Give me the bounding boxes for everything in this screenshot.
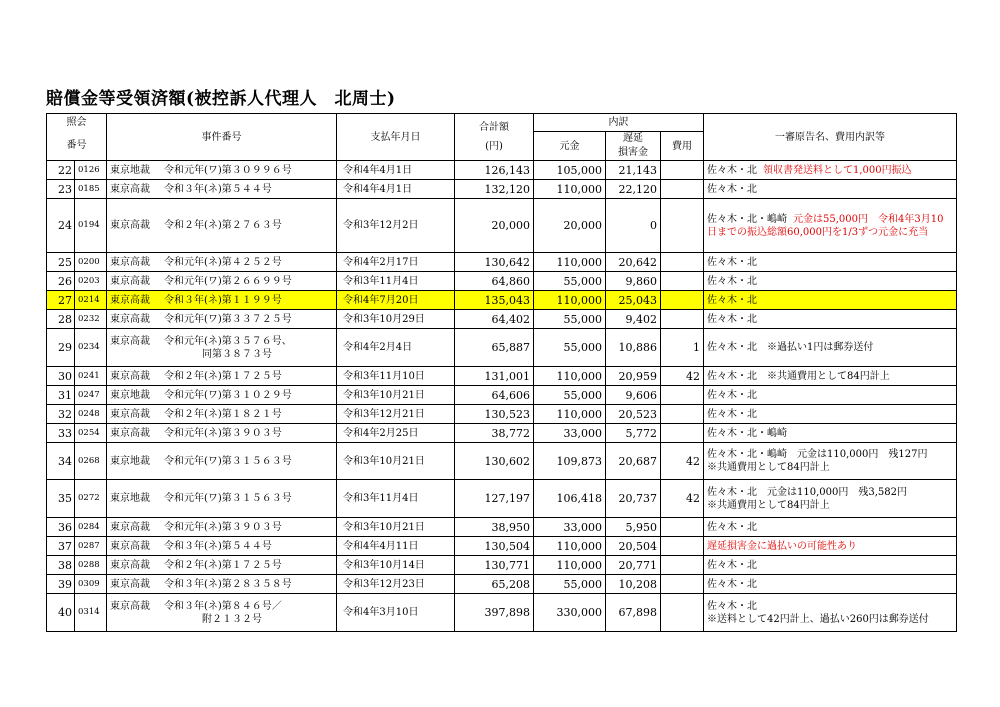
row-total: 64,606	[455, 386, 534, 405]
row-case	[107, 575, 337, 594]
header-no-top: 照会	[47, 114, 107, 132]
header-principal: 元金	[534, 132, 606, 161]
row-number: 23	[47, 180, 75, 199]
row-note-red: 元金は55,000円 令和4年3月10日までの振込総額60,000円を1/3ずつ元金に充当	[707, 213, 944, 238]
row-court: 東京高裁	[110, 294, 150, 306]
table-row	[47, 424, 957, 443]
row-code: 0314	[75, 594, 107, 632]
row-case	[107, 199, 337, 253]
row-number: 33	[47, 424, 75, 443]
row-court: 東京高裁	[110, 427, 150, 439]
row-principal: 110,000	[534, 367, 606, 386]
row-court: 東京地裁	[110, 389, 150, 401]
row-principal: 33,000	[534, 518, 606, 537]
row-cost	[661, 556, 704, 575]
row-code: 0234	[75, 329, 107, 367]
row-total: 135,043	[455, 291, 534, 310]
row-case	[107, 594, 337, 632]
row-case-number: 令和３年(ネ)第５４４号	[164, 540, 272, 552]
row-court: 東京高裁	[110, 370, 150, 382]
row-notes	[704, 480, 957, 518]
row-date: 令和3年11月4日	[337, 272, 455, 291]
row-principal: 55,000	[534, 310, 606, 329]
row-principal: 55,000	[534, 386, 606, 405]
row-code: 0287	[75, 537, 107, 556]
row-date: 令和3年10月21日	[337, 518, 455, 537]
header-delay-bottom: 損害金	[606, 146, 661, 161]
row-case-number: 令和３年(ネ)第２８３５８号	[164, 578, 292, 590]
row-number: 39	[47, 575, 75, 594]
row-notes	[704, 161, 957, 180]
header-cost: 費用	[661, 132, 704, 161]
row-delay: 20,687	[606, 443, 661, 480]
table-row	[47, 405, 957, 424]
row-principal: 105,000	[534, 161, 606, 180]
row-cost	[661, 518, 704, 537]
row-principal: 55,000	[534, 329, 606, 367]
row-court: 東京高裁	[110, 183, 150, 195]
table-row	[47, 310, 957, 329]
row-case	[107, 329, 337, 367]
row-number: 36	[47, 518, 75, 537]
row-note: 佐々木・北	[707, 578, 757, 590]
row-date: 令和4年2月4日	[337, 329, 455, 367]
row-case-number: 令和２年(ネ)第１８２１号	[164, 408, 282, 420]
header-total	[455, 114, 534, 161]
row-case-number: 令和２年(ネ)第１７２５号	[164, 370, 282, 382]
row-note: 佐々木・北	[707, 408, 757, 420]
row-case-number: 令和２年(ネ)第２７６３号	[164, 220, 282, 231]
row-code: 0214	[75, 291, 107, 310]
row-delay: 9,606	[606, 386, 661, 405]
row-cost	[661, 199, 704, 253]
row-principal: 55,000	[534, 575, 606, 594]
row-code: 0272	[75, 480, 107, 518]
row-principal: 110,000	[534, 537, 606, 556]
row-total: 130,771	[455, 556, 534, 575]
row-case-number-2: 附２１３２号	[202, 613, 262, 625]
table-row	[47, 443, 957, 480]
row-note-2: ※共通費用として84円計上	[707, 462, 830, 473]
row-note: 佐々木・北 元金は110,000円 残3,582円	[707, 486, 907, 498]
row-note: 佐々木・北	[707, 294, 757, 306]
row-code: 0309	[75, 575, 107, 594]
row-court: 東京高裁	[110, 578, 150, 590]
row-court: 東京高裁	[110, 313, 150, 325]
row-case	[107, 405, 337, 424]
row-code: 0126	[75, 161, 107, 180]
row-number: 31	[47, 386, 75, 405]
row-court: 東京地裁	[110, 164, 150, 176]
row-case-number: 令和元年(ワ)第３１５６３号	[164, 493, 292, 504]
payments-table	[46, 113, 957, 632]
row-number: 38	[47, 556, 75, 575]
row-total: 65,208	[455, 575, 534, 594]
row-case-number: 令和元年(ネ)第４２５２号	[164, 256, 282, 268]
row-delay: 20,504	[606, 537, 661, 556]
row-principal: 33,000	[534, 424, 606, 443]
row-date: 令和3年11月10日	[337, 367, 455, 386]
row-cost	[661, 575, 704, 594]
row-case	[107, 272, 337, 291]
row-cost	[661, 291, 704, 310]
row-note: 佐々木・北・嶋崎	[707, 427, 787, 439]
row-number: 29	[47, 329, 75, 367]
row-date: 令和4年7月20日	[337, 291, 455, 310]
row-cost	[661, 594, 704, 632]
row-case-number: 令和３年(ネ)第８４６号／	[164, 600, 282, 612]
row-notes	[704, 329, 957, 367]
row-notes	[704, 199, 957, 253]
row-case-number: 令和元年(ネ)第３５７６号、	[164, 335, 292, 347]
table-row	[47, 556, 957, 575]
row-total: 130,504	[455, 537, 534, 556]
header-breakdown: 内訳	[534, 114, 704, 132]
row-note-red: 遅延損害金に過払いの可能性あり	[707, 540, 857, 552]
page-title: 賠償金等受領済額(被控訴人代理人 北周士)	[46, 89, 396, 109]
row-note: 佐々木・北	[707, 521, 757, 533]
row-cost: 42	[661, 367, 704, 386]
row-cost	[661, 253, 704, 272]
table-body	[47, 161, 957, 632]
row-number: 40	[47, 594, 75, 632]
row-total: 20,000	[455, 199, 534, 253]
table-row	[47, 291, 957, 310]
row-number: 32	[47, 405, 75, 424]
row-case	[107, 443, 337, 480]
row-delay: 20,771	[606, 556, 661, 575]
row-court: 東京高裁	[110, 521, 150, 533]
row-delay: 67,898	[606, 594, 661, 632]
row-case	[107, 386, 337, 405]
row-court: 東京地裁	[110, 493, 150, 504]
row-total: 131,001	[455, 367, 534, 386]
row-cost	[661, 272, 704, 291]
row-total: 64,402	[455, 310, 534, 329]
row-total: 130,523	[455, 405, 534, 424]
row-case	[107, 424, 337, 443]
row-note: 佐々木・北	[707, 275, 757, 287]
row-case-number: 令和２年(ネ)第１７２５号	[164, 559, 282, 571]
row-code: 0194	[75, 199, 107, 253]
row-delay: 20,959	[606, 367, 661, 386]
row-principal: 20,000	[534, 199, 606, 253]
row-cost: 42	[661, 480, 704, 518]
row-court: 東京高裁	[110, 335, 150, 347]
row-total: 64,860	[455, 272, 534, 291]
row-date: 令和3年12月21日	[337, 405, 455, 424]
row-total: 126,143	[455, 161, 534, 180]
row-case-number: 令和元年(ワ)第３１５６３号	[164, 455, 292, 467]
row-note: 佐々木・北	[707, 600, 757, 612]
row-case-number: 令和元年(ワ)第２６６９９号	[164, 275, 292, 287]
row-number: 26	[47, 272, 75, 291]
table-row	[47, 594, 957, 632]
row-number: 35	[47, 480, 75, 518]
row-court: 東京高裁	[110, 540, 150, 552]
row-date: 令和3年10月14日	[337, 556, 455, 575]
table-row	[47, 199, 957, 253]
row-date: 令和3年10月21日	[337, 386, 455, 405]
row-note: 佐々木・北 ※共通費用として84円計上	[707, 370, 890, 382]
row-total: 65,887	[455, 329, 534, 367]
table-row	[47, 480, 957, 518]
row-case	[107, 480, 337, 518]
row-delay: 9,402	[606, 310, 661, 329]
row-cost: 42	[661, 443, 704, 480]
row-note: 佐々木・北	[707, 183, 757, 195]
row-code: 0288	[75, 556, 107, 575]
row-notes	[704, 518, 957, 537]
row-case-number: 令和元年(ワ)第３３７２５号	[164, 313, 292, 325]
row-principal: 109,873	[534, 443, 606, 480]
row-note-2: ※送料として42円計上、過払い260円は郵券送付	[707, 613, 929, 625]
header-no-bottom: 番号	[47, 132, 107, 161]
row-case-number-2: 同第３８７３号	[202, 348, 272, 360]
row-note-red: 領収書発送料として1,000円振込	[763, 164, 912, 176]
row-number: 37	[47, 537, 75, 556]
table-row	[47, 329, 957, 367]
row-case	[107, 291, 337, 310]
row-total: 38,772	[455, 424, 534, 443]
row-notes	[704, 537, 957, 556]
row-court: 東京高裁	[110, 220, 150, 231]
table-row	[47, 367, 957, 386]
table-row	[47, 253, 957, 272]
row-case-number: 令和元年(ネ)第３９０３号	[164, 521, 282, 533]
table-row	[47, 386, 957, 405]
row-principal: 330,000	[534, 594, 606, 632]
row-notes	[704, 575, 957, 594]
row-case	[107, 556, 337, 575]
row-date: 令和4年2月25日	[337, 424, 455, 443]
row-date: 令和3年11月4日	[337, 480, 455, 518]
row-date: 令和3年12月2日	[337, 199, 455, 253]
row-cost: 1	[661, 329, 704, 367]
row-delay: 10,886	[606, 329, 661, 367]
row-principal: 110,000	[534, 253, 606, 272]
row-notes	[704, 386, 957, 405]
row-notes	[704, 367, 957, 386]
row-code: 0247	[75, 386, 107, 405]
row-court: 東京高裁	[110, 408, 150, 420]
row-cost	[661, 180, 704, 199]
row-principal: 110,000	[534, 556, 606, 575]
row-court: 東京高裁	[110, 256, 150, 268]
row-date: 令和3年12月23日	[337, 575, 455, 594]
row-case	[107, 161, 337, 180]
row-delay: 20,642	[606, 253, 661, 272]
row-note: 佐々木・北	[707, 559, 757, 571]
row-delay: 25,043	[606, 291, 661, 310]
row-code: 0232	[75, 310, 107, 329]
row-case-number: 令和元年(ワ)第３０９９６号	[164, 164, 292, 176]
table-row	[47, 180, 957, 199]
row-cost	[661, 537, 704, 556]
row-number: 28	[47, 310, 75, 329]
table-row	[47, 161, 957, 180]
row-number: 24	[47, 199, 75, 253]
row-court: 東京高裁	[110, 275, 150, 287]
row-notes	[704, 291, 957, 310]
row-delay: 20,737	[606, 480, 661, 518]
row-cost	[661, 386, 704, 405]
row-date: 令和3年10月21日	[337, 443, 455, 480]
header-case: 事件番号	[107, 114, 337, 161]
row-principal: 110,000	[534, 405, 606, 424]
table-row	[47, 575, 957, 594]
row-delay: 0	[606, 199, 661, 253]
row-number: 30	[47, 367, 75, 386]
row-principal: 110,000	[534, 180, 606, 199]
row-principal: 106,418	[534, 480, 606, 518]
row-date: 令和3年10月29日	[337, 310, 455, 329]
row-code: 0200	[75, 253, 107, 272]
row-case-number: 令和３年(ネ)第１１９９号	[164, 294, 282, 306]
row-note: 佐々木・北・嶋崎 元金は110,000円 残127円	[707, 449, 928, 460]
row-notes	[704, 424, 957, 443]
row-code: 0248	[75, 405, 107, 424]
row-case	[107, 310, 337, 329]
row-cost	[661, 161, 704, 180]
row-notes	[704, 180, 957, 199]
row-number: 27	[47, 291, 75, 310]
row-number: 34	[47, 443, 75, 480]
header-date: 支払年月日	[337, 114, 455, 161]
row-court: 東京高裁	[110, 600, 150, 612]
header-delay-top: 遅延	[606, 132, 661, 146]
row-code: 0203	[75, 272, 107, 291]
row-delay: 9,860	[606, 272, 661, 291]
row-case-number: 令和元年(ワ)第３１０２９号	[164, 389, 292, 401]
row-delay: 10,208	[606, 575, 661, 594]
row-total: 130,602	[455, 443, 534, 480]
row-delay: 20,523	[606, 405, 661, 424]
row-case	[107, 367, 337, 386]
row-case	[107, 537, 337, 556]
row-notes	[704, 443, 957, 480]
row-case	[107, 518, 337, 537]
row-principal: 110,000	[534, 291, 606, 310]
row-note-2: ※共通費用として84円計上	[707, 499, 830, 511]
table-header	[47, 114, 957, 161]
header-total-top: 合計額	[479, 122, 509, 133]
row-cost	[661, 405, 704, 424]
row-code: 0241	[75, 367, 107, 386]
row-case-number: 令和元年(ネ)第３９０３号	[164, 427, 282, 439]
row-number: 25	[47, 253, 75, 272]
row-delay: 5,772	[606, 424, 661, 443]
row-date: 令和4年4月11日	[337, 537, 455, 556]
row-date: 令和4年4月1日	[337, 161, 455, 180]
row-court: 東京高裁	[110, 559, 150, 571]
row-date: 令和4年2月17日	[337, 253, 455, 272]
row-notes	[704, 594, 957, 632]
row-note: 佐々木・北 ※過払い1円は郵券送付	[707, 342, 874, 353]
row-notes	[704, 405, 957, 424]
row-code: 0254	[75, 424, 107, 443]
row-notes	[704, 253, 957, 272]
row-delay: 22,120	[606, 180, 661, 199]
row-court: 東京地裁	[110, 455, 150, 467]
row-notes	[704, 272, 957, 291]
row-note: 佐々木・北	[707, 389, 757, 401]
row-case	[107, 180, 337, 199]
row-code: 0185	[75, 180, 107, 199]
row-notes	[704, 310, 957, 329]
header-notes: 一審原告名、費用内訳等	[704, 114, 957, 161]
row-total: 127,197	[455, 480, 534, 518]
table-row	[47, 272, 957, 291]
row-total: 38,950	[455, 518, 534, 537]
row-case-number: 令和３年(ネ)第５４４号	[164, 183, 272, 195]
row-principal: 55,000	[534, 272, 606, 291]
row-note: 佐々木・北	[707, 164, 757, 176]
row-cost	[661, 424, 704, 443]
row-date: 令和4年3月10日	[337, 594, 455, 632]
row-delay: 5,950	[606, 518, 661, 537]
row-total: 132,120	[455, 180, 534, 199]
row-cost	[661, 310, 704, 329]
table-row	[47, 518, 957, 537]
row-note: 佐々木・北・嶋崎	[707, 213, 787, 225]
table-row	[47, 537, 957, 556]
row-number: 22	[47, 161, 75, 180]
row-code: 0268	[75, 443, 107, 480]
row-note: 佐々木・北	[707, 313, 757, 325]
row-case	[107, 253, 337, 272]
row-code: 0284	[75, 518, 107, 537]
header-total-bottom: (円)	[485, 141, 503, 152]
row-note: 佐々木・北	[707, 256, 757, 268]
row-delay: 21,143	[606, 161, 661, 180]
row-total: 397,898	[455, 594, 534, 632]
row-date: 令和4年4月1日	[337, 180, 455, 199]
row-notes	[704, 556, 957, 575]
row-total: 130,642	[455, 253, 534, 272]
